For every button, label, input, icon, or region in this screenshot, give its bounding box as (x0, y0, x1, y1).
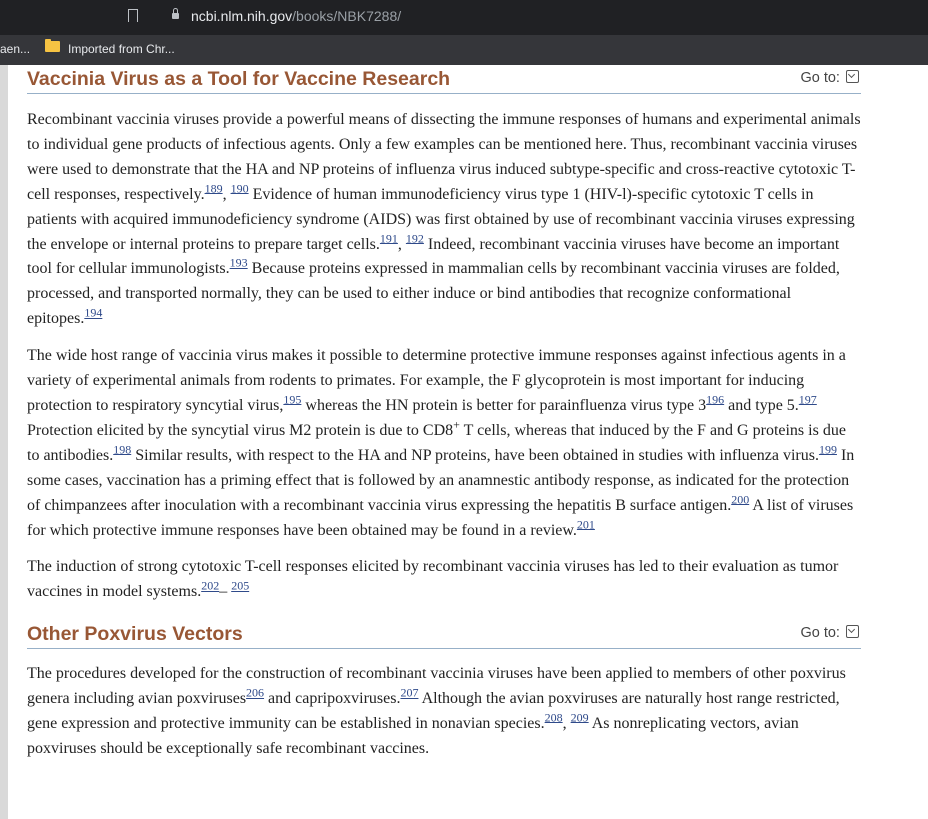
paragraph: The wide host range of vaccinia virus makes it possible to determine protective immune responses against infectious agents in a variety of experimental animals from rodents to primates. For example, the F glycoprotein is most important for inducing protection to respiratory syncytial virus,$^{195}$ whereas the HN protein is better for parainfluenza virus type 3$^{196}$ and type 5.$^{197}$ Protection elicited by the syncytial virus M2 protein is due to CD8+ T cells, whereas that induced by the F and G proteins is due to antibodies.$^{198}$ Similar results, with respect to the HA and NP proteins, have been obtained in studies with influenza virus.$^{199}$ In some cases, vaccination has a priming effect that is followed by an anamnestic antibody response, as indicated for the protection of chimpanzees after inoculation with a recombinant vaccinia virus expressing the hepatitis B surface antigen.$^{200}$ A list of viruses for which protective immune responses have been obtained may be found in a review.$^{201}$ (27, 347, 855, 539)
citation-link[interactable]: 198 (113, 442, 132, 457)
citation-ref[interactable] (406, 231, 424, 245)
citation-link[interactable]: 205 (231, 578, 250, 593)
chevron-down-icon[interactable] (846, 625, 859, 638)
bookmark-star-icon[interactable] (128, 9, 138, 22)
section-header (27, 65, 861, 94)
citation-link[interactable]: 201 (576, 516, 595, 531)
citation-ref[interactable] (201, 579, 219, 593)
bookmarks-bar (0, 35, 928, 65)
citation-ref[interactable] (731, 492, 749, 506)
citation-ref[interactable] (577, 517, 595, 531)
url-path: /books/NBK7288/ (292, 8, 402, 24)
citation-link[interactable]: 196 (706, 392, 725, 407)
citation-ref[interactable] (571, 710, 589, 724)
citation-link[interactable]: 194 (84, 305, 103, 320)
citation-link[interactable]: 191 (379, 230, 398, 245)
citation-link[interactable]: 206 (246, 685, 265, 700)
citation-ref[interactable] (819, 442, 837, 456)
citation-link[interactable]: 197 (798, 392, 817, 407)
citation-link[interactable]: 192 (405, 230, 424, 245)
browser-toolbar (0, 0, 928, 35)
citation-link[interactable]: 189 (204, 181, 223, 196)
citation-ref[interactable] (113, 442, 131, 456)
left-scroll-rail (0, 65, 8, 819)
citation-ref[interactable] (231, 579, 249, 593)
section-title: Vaccinia Virus as a Tool for Vaccine Research (27, 68, 451, 90)
chevron-down-icon[interactable] (846, 70, 859, 83)
citation-ref[interactable] (545, 710, 563, 724)
citation-ref[interactable] (380, 231, 398, 245)
citation-ref[interactable] (231, 181, 249, 195)
article-content (27, 65, 861, 762)
bookmark-folder-imported[interactable]: Imported from Chr... (68, 42, 175, 56)
section-title: Other Poxvirus Vectors (27, 623, 243, 646)
citation-link[interactable]: 200 (731, 492, 750, 506)
goto-label: Go to: (800, 70, 840, 86)
bookmark-item[interactable]: aen... (0, 42, 31, 56)
paragraph: The induction of strong cytotoxic T-cell responses elicited by recombinant vaccinia viruses has led to their evaluation as tumor vaccines in model systems.$^{202}$– $^{205}$ (27, 558, 839, 601)
citation-link[interactable]: 209 (570, 710, 589, 725)
lock-icon[interactable] (172, 13, 179, 19)
citation-link[interactable]: 195 (283, 392, 302, 407)
superscript: + (453, 417, 460, 432)
folder-icon (45, 41, 60, 52)
section-header (27, 620, 861, 649)
citation-link[interactable]: 207 (400, 685, 419, 700)
citation-link[interactable]: 208 (544, 710, 563, 725)
citation-ref[interactable] (205, 181, 223, 195)
goto-link[interactable] (800, 625, 859, 641)
citation-ref[interactable] (706, 392, 724, 406)
citation-link[interactable]: 190 (230, 181, 249, 196)
citation-ref[interactable] (230, 256, 248, 270)
citation-ref[interactable] (246, 686, 264, 700)
address-bar[interactable] (191, 8, 401, 24)
citation-ref[interactable] (283, 392, 301, 406)
citation-link[interactable]: 202 (201, 578, 220, 593)
citation-link[interactable]: 193 (229, 255, 248, 270)
goto-link[interactable] (800, 70, 859, 86)
paragraph: The procedures developed for the construction of recombinant vaccinia viruses have been applied to members of other poxvirus genera including avian poxviruses$^{206}$ and capripoxviruses.$^{207}$ Although the avian poxviruses are naturally host range restricted, gene expression and protective immunity can be established in nonavian species.$^{208}$, $^{209}$ As nonreplicating vectors, avian poxviruses should be exceptionally safe recombinant vaccines. (27, 665, 846, 757)
citation-link[interactable]: 199 (818, 442, 837, 457)
citation-ref[interactable] (400, 686, 418, 700)
paragraph: Recombinant vaccinia viruses provide a powerful means of dissecting the immune responses of humans and experimental animals to individual gene products of infectious agents. Only a few examples can be mentioned here. Thus, recombinant vaccinia viruses were used to demonstrate that the HA and NP proteins of influenza virus induced subtype-specific and cross-reactive cytotoxic T-cell responses, respectively.$^{189}$, $^{190}$ Evidence of human immunodeficiency virus type 1 (HIV-l)-specific cytotoxic T cells in patients with acquired immunodeficiency syndrome (AIDS) was first obtained by use of recombinant vaccinia viruses expressing the envelope or internal proteins to prepare target cells.$^{191}$, $^{192}$ Indeed, recombinant vaccinia viruses have become an important tool for cellular immunologists.$^{193}$ Because proteins expressed in mammalian cells by recombinant vaccinia viruses are folded, processed, and transported normally, they can be used to either induce or bind antibodies that recognize conformational epitopes.$^{194}$ (27, 111, 861, 328)
url-host: ncbi.nlm.nih.gov (191, 8, 293, 24)
goto-label: Go to: (800, 625, 840, 642)
citation-ref[interactable] (84, 306, 102, 320)
citation-ref[interactable] (799, 392, 817, 406)
